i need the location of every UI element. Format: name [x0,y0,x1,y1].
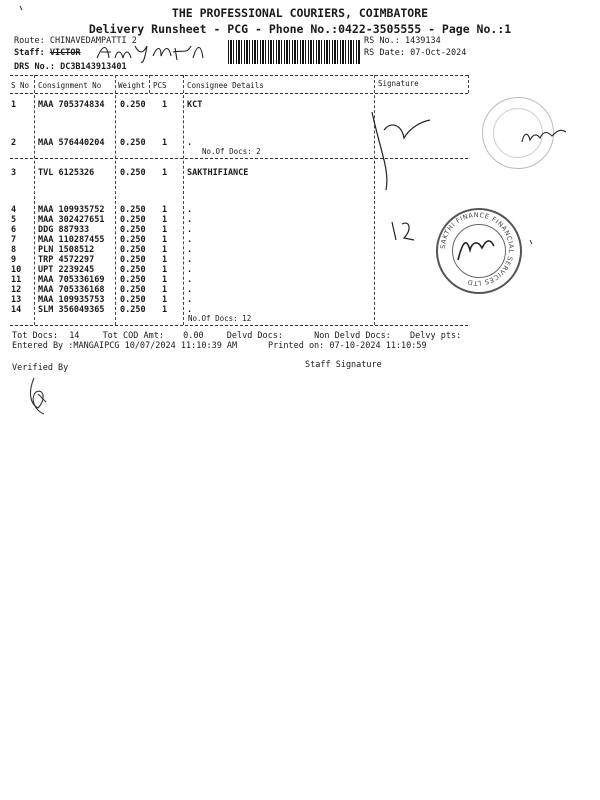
row-weight: 0.250 [120,285,146,295]
rs-no-value: 1439134 [404,36,441,46]
tot-cod-value: 0.00 [183,331,204,341]
row-consignment: MAA 302427651 [38,215,105,225]
tot-cod-label: Tot COD Amt: [102,331,164,341]
row-sno: 3 [11,168,17,178]
route-value: CHINAVEDAMPATTI 2 [49,36,137,46]
row-weight: 0.250 [120,235,146,245]
verified-by: Verified By [12,363,69,373]
row-consignment: MAA 109935753 [38,295,105,305]
row-pcs: 1 [162,265,168,275]
row-weight: 0.250 [120,225,146,235]
col-header-sno: S No [11,81,30,90]
col-header-consignment: Consignment No [38,81,102,90]
non-delvd-label: Non Delvd Docs: [314,331,391,341]
row-consignee: . [187,215,193,225]
stray-mark [530,240,532,244]
row-consignee: . [187,305,193,315]
row-pcs: 1 [162,138,168,148]
signature-stroke-2 [522,130,566,142]
row-consignee: . [187,285,193,295]
row-sno: 2 [11,138,17,148]
row-consignment: SLM 356049365 [38,305,105,315]
row-weight: 0.250 [120,245,146,255]
row-consignment: DDG 887933 [38,225,90,235]
row-weight: 0.250 [120,265,146,275]
row-consignment: MAA 705336168 [38,285,105,295]
seal-text: SAKTHI FINANCE FINANCIAL SERVICES LTD [438,210,516,288]
row-consignee: . [187,245,193,255]
row-pcs: 1 [162,235,168,245]
row-weight: 0.250 [120,275,146,285]
row-consignee: . [187,235,193,245]
company-name: THE PROFESSIONAL COURIERS, COIMBATORE [171,6,429,20]
row-consignment: MAA 705336169 [38,275,105,285]
verifier-signature-stroke [31,378,46,414]
row-weight: 0.250 [120,295,146,305]
row-consignment: PLN 1508512 [38,245,95,255]
row-pcs: 1 [162,168,168,178]
row-pcs: 1 [162,225,168,235]
row-consignee: . [187,255,193,265]
row-sno: 13 [11,295,22,305]
signature-stroke-4 [458,241,494,260]
row-sno: 8 [11,245,17,255]
row-pcs: 1 [162,305,168,315]
row-sno: 1 [11,100,17,110]
row-sno: 4 [11,205,17,215]
row-consignment: MAA 576440204 [38,138,105,148]
drs-value: DC3B143913401 [60,62,127,72]
group-doc-count: No.Of Docs: 12 [188,314,252,323]
row-sno: 9 [11,255,17,265]
route-label: Route: [14,36,45,46]
row-pcs: 1 [162,215,168,225]
row-sno: 12 [11,285,22,295]
rs-date-value: 07-Oct-2024 [410,48,467,58]
delvy-pts-label: Delvy pts: [410,331,462,341]
printed-on: Printed on: 07-10-2024 11:10:59 [268,341,427,351]
row-sno: 14 [11,305,22,315]
row-weight: 0.250 [120,168,146,178]
row-weight: 0.250 [120,138,146,148]
stray-mark [20,6,22,10]
staff-label: Staff: [14,48,45,58]
row-consignee: . [187,275,193,285]
group-doc-count: No.Of Docs: 2 [202,147,261,156]
signature-stroke-1 [372,112,430,190]
staff-signature-label: Staff Signature [305,360,382,370]
tot-docs-value: 14 [69,331,80,341]
row-pcs: 1 [162,205,168,215]
runsheet-title: Delivery Runsheet - PCG - Phone No.:0422-3505555 - Page No.:1 [88,22,512,36]
entered-by: Entered By :MANGAIPCG 10/07/2024 11:10:39 AM [12,341,238,351]
rs-date-label: RS Date: [364,48,405,58]
col-header-pcs: PCS [153,81,167,90]
row-sno: 6 [11,225,17,235]
row-consignment: MAA 705374834 [38,100,105,110]
col-header-weight: Weight [118,81,146,90]
row-consignment: MAA 110287455 [38,235,105,245]
row-weight: 0.250 [120,305,146,315]
row-consignment: UPT 2239245 [38,265,95,275]
row-consignee: SAKTHIFIANCE [187,168,249,178]
col-header-consignee: Consignee Details [187,81,264,90]
row-pcs: 1 [162,245,168,255]
rs-no-label: RS No.: [364,36,400,46]
tot-docs-label: Tot Docs: [12,331,59,341]
row-pcs: 1 [162,295,168,305]
row-sno: 11 [11,275,22,285]
row-consignee: . [187,295,193,305]
drs-label: DRS No.: [14,62,55,72]
row-pcs: 1 [162,255,168,265]
row-weight: 0.250 [120,255,146,265]
delvd-label: Delvd Docs: [226,331,284,341]
row-pcs: 1 [162,275,168,285]
row-pcs: 1 [162,285,168,295]
row-sno: 7 [11,235,17,245]
signature-stroke-3 [392,222,414,240]
row-weight: 0.250 [120,205,146,215]
row-consignment: MAA 109935752 [38,205,105,215]
row-weight: 0.250 [120,215,146,225]
staff-value: VICTOR [49,48,81,58]
row-sno: 10 [11,265,22,275]
col-header-signature: Signature [378,79,419,88]
row-weight: 0.250 [120,100,146,110]
row-consignee: . [187,225,193,235]
row-consignment: TRP 4572297 [38,255,95,265]
row-sno: 5 [11,215,17,225]
row-consignment: TVL 6125326 [38,168,95,178]
row-consignee: . [187,138,193,148]
row-pcs: 1 [162,100,168,110]
row-consignee: KCT [187,100,203,110]
row-consignee: . [187,205,193,215]
row-consignee: . [187,265,193,275]
